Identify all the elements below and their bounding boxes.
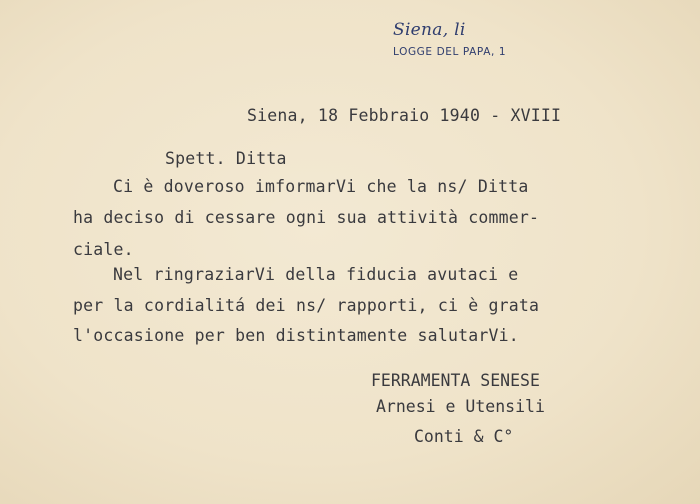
signature-owner: Conti & C° — [414, 427, 514, 446]
letter-line-6: l'occasione per ben distintamente salutarVi. — [73, 326, 519, 345]
signature-subtitle: Arnesi e Utensili — [376, 397, 545, 416]
letter-salutation: Spett. Ditta — [165, 149, 287, 168]
letter-line-3: ciale. — [73, 240, 134, 259]
letter-line-4: Nel ringraziarVi della fiducia avutaci e — [113, 265, 519, 284]
letter-date: Siena, 18 Febbraio 1940 - XVIII — [247, 106, 562, 125]
signature-company: FERRAMENTA SENESE — [371, 371, 540, 390]
letter-line-1: Ci è doveroso imformarVi che la ns/ Ditta — [113, 177, 529, 196]
letter-line-5: per la cordialitá dei ns/ rapporti, ci è grata — [73, 296, 540, 315]
letterhead-city: Siena, li — [393, 20, 466, 40]
letter-line-2: ha deciso di cessare ogni sua attività commer- — [73, 208, 540, 227]
letterhead-address: LOGGE DEL PAPA, 1 — [393, 46, 507, 58]
